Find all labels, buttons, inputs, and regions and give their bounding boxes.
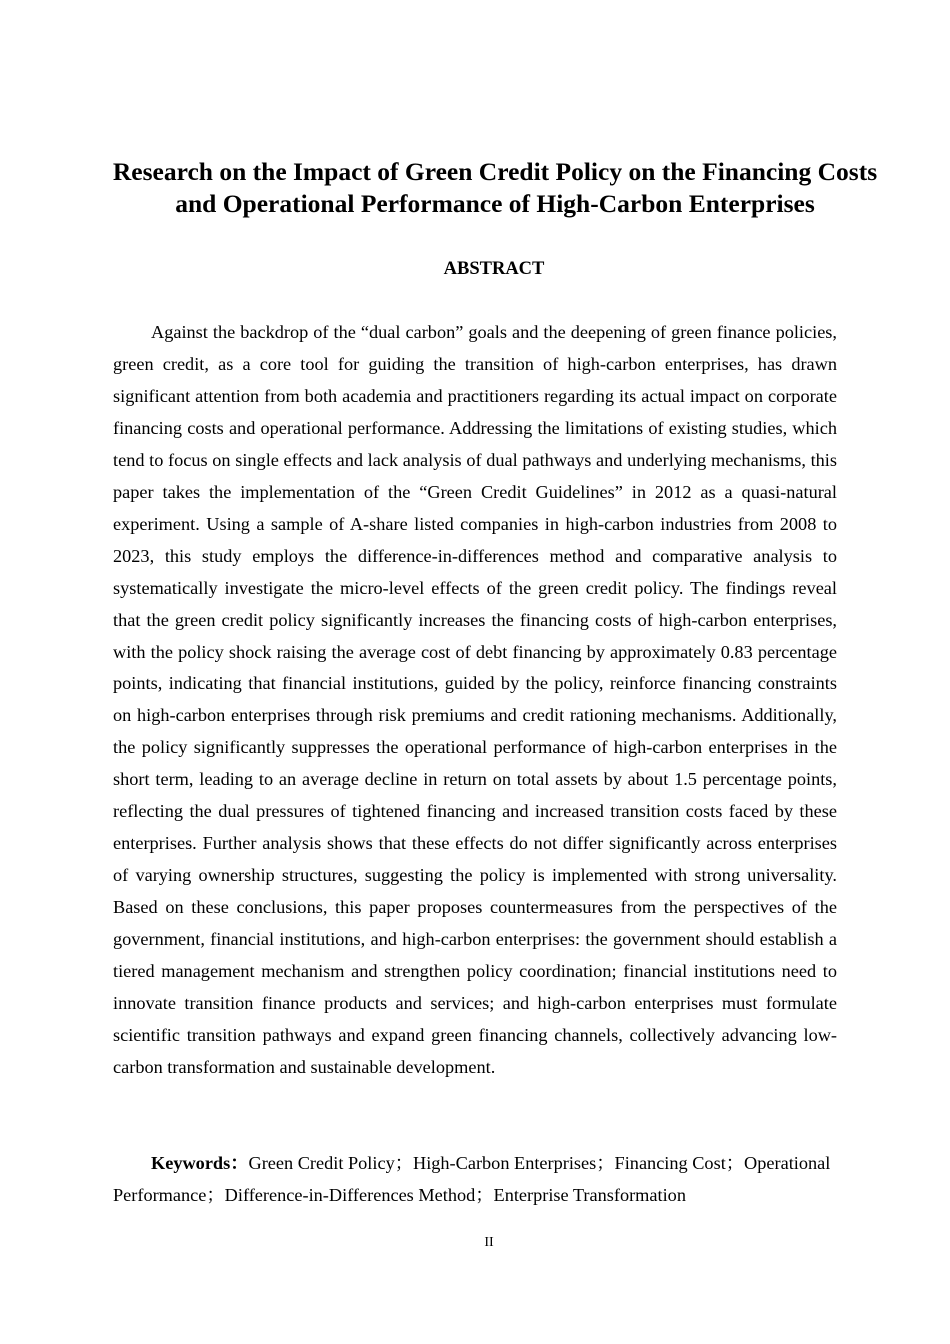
paper-title: Research on the Impact of Green Credit Policy on the Financing Costs and Operational Performance of High-Carbon Enterprises: [112, 157, 878, 218]
abstract-heading: ABSTRACT: [443, 259, 545, 279]
page-number: II: [484, 1235, 494, 1250]
abstract-paragraph: Against the backdrop of the “dual carbon” goals and the deepening of green finance policies, green credit, as a core tool for guiding the transition of high-carbon enterprises, has drawn significant attention from both academia and practitioners regarding its actual impact on corporate financing costs and operational performance. Addressing the limitations of existing studies, which tend to focus on single effects and lack analysis of dual pathways and underlying mechanisms, this paper takes the implementation of the “Green Credit Guidelines” in 2012 as a quasi-natural experiment. Using a sample of A-share listed companies in high-carbon industries from 2008 to 2023, this study employs the difference-in-differences method and comparative analysis to systematically investigate the micro-level effects of the green credit policy. The findings reveal that the green credit policy significantly increases the financing costs of high-carbon enterprises, with the policy shock raising the average cost of debt financing by approximately 0.83 percentage points, indicating that financial institutions, guided by the policy, reinforce financing constraints on high-carbon enterprises through risk premiums and credit rationing mechanisms. Additionally, the policy significantly suppresses the operational performance of high-carbon enterprises in the short term, leading to an average decline in return on total assets by about 1.5 percentage points, reflecting the dual pressures of tightened financing and increased transition costs faced by these enterprises. Further analysis shows that these effects do not differ significantly across enterprises of varying ownership structures, suggesting the policy is implemented with strong universality. Based on these conclusions, this paper proposes countermeasures from the perspectives of the government, financial institutions, and high-carbon enterprises: the government should establish a tiered management mechanism and strengthen policy coordination; financial institutions need to innovate transition finance products and services; and high-carbon enterprises must formulate scientific transition pathways and expand green financing channels, collectively advancing low-carbon transformation and sustainable development.: [113, 322, 837, 1077]
keywords-list: Green Credit Policy；High-Carbon Enterprises；Financing Cost；Operational Performance；Difference-in-Differences Method；Enterprise Transformation: [113, 1153, 831, 1205]
keywords-label: Keywords：: [151, 1153, 249, 1173]
keywords-line: [113, 1147, 837, 1211]
